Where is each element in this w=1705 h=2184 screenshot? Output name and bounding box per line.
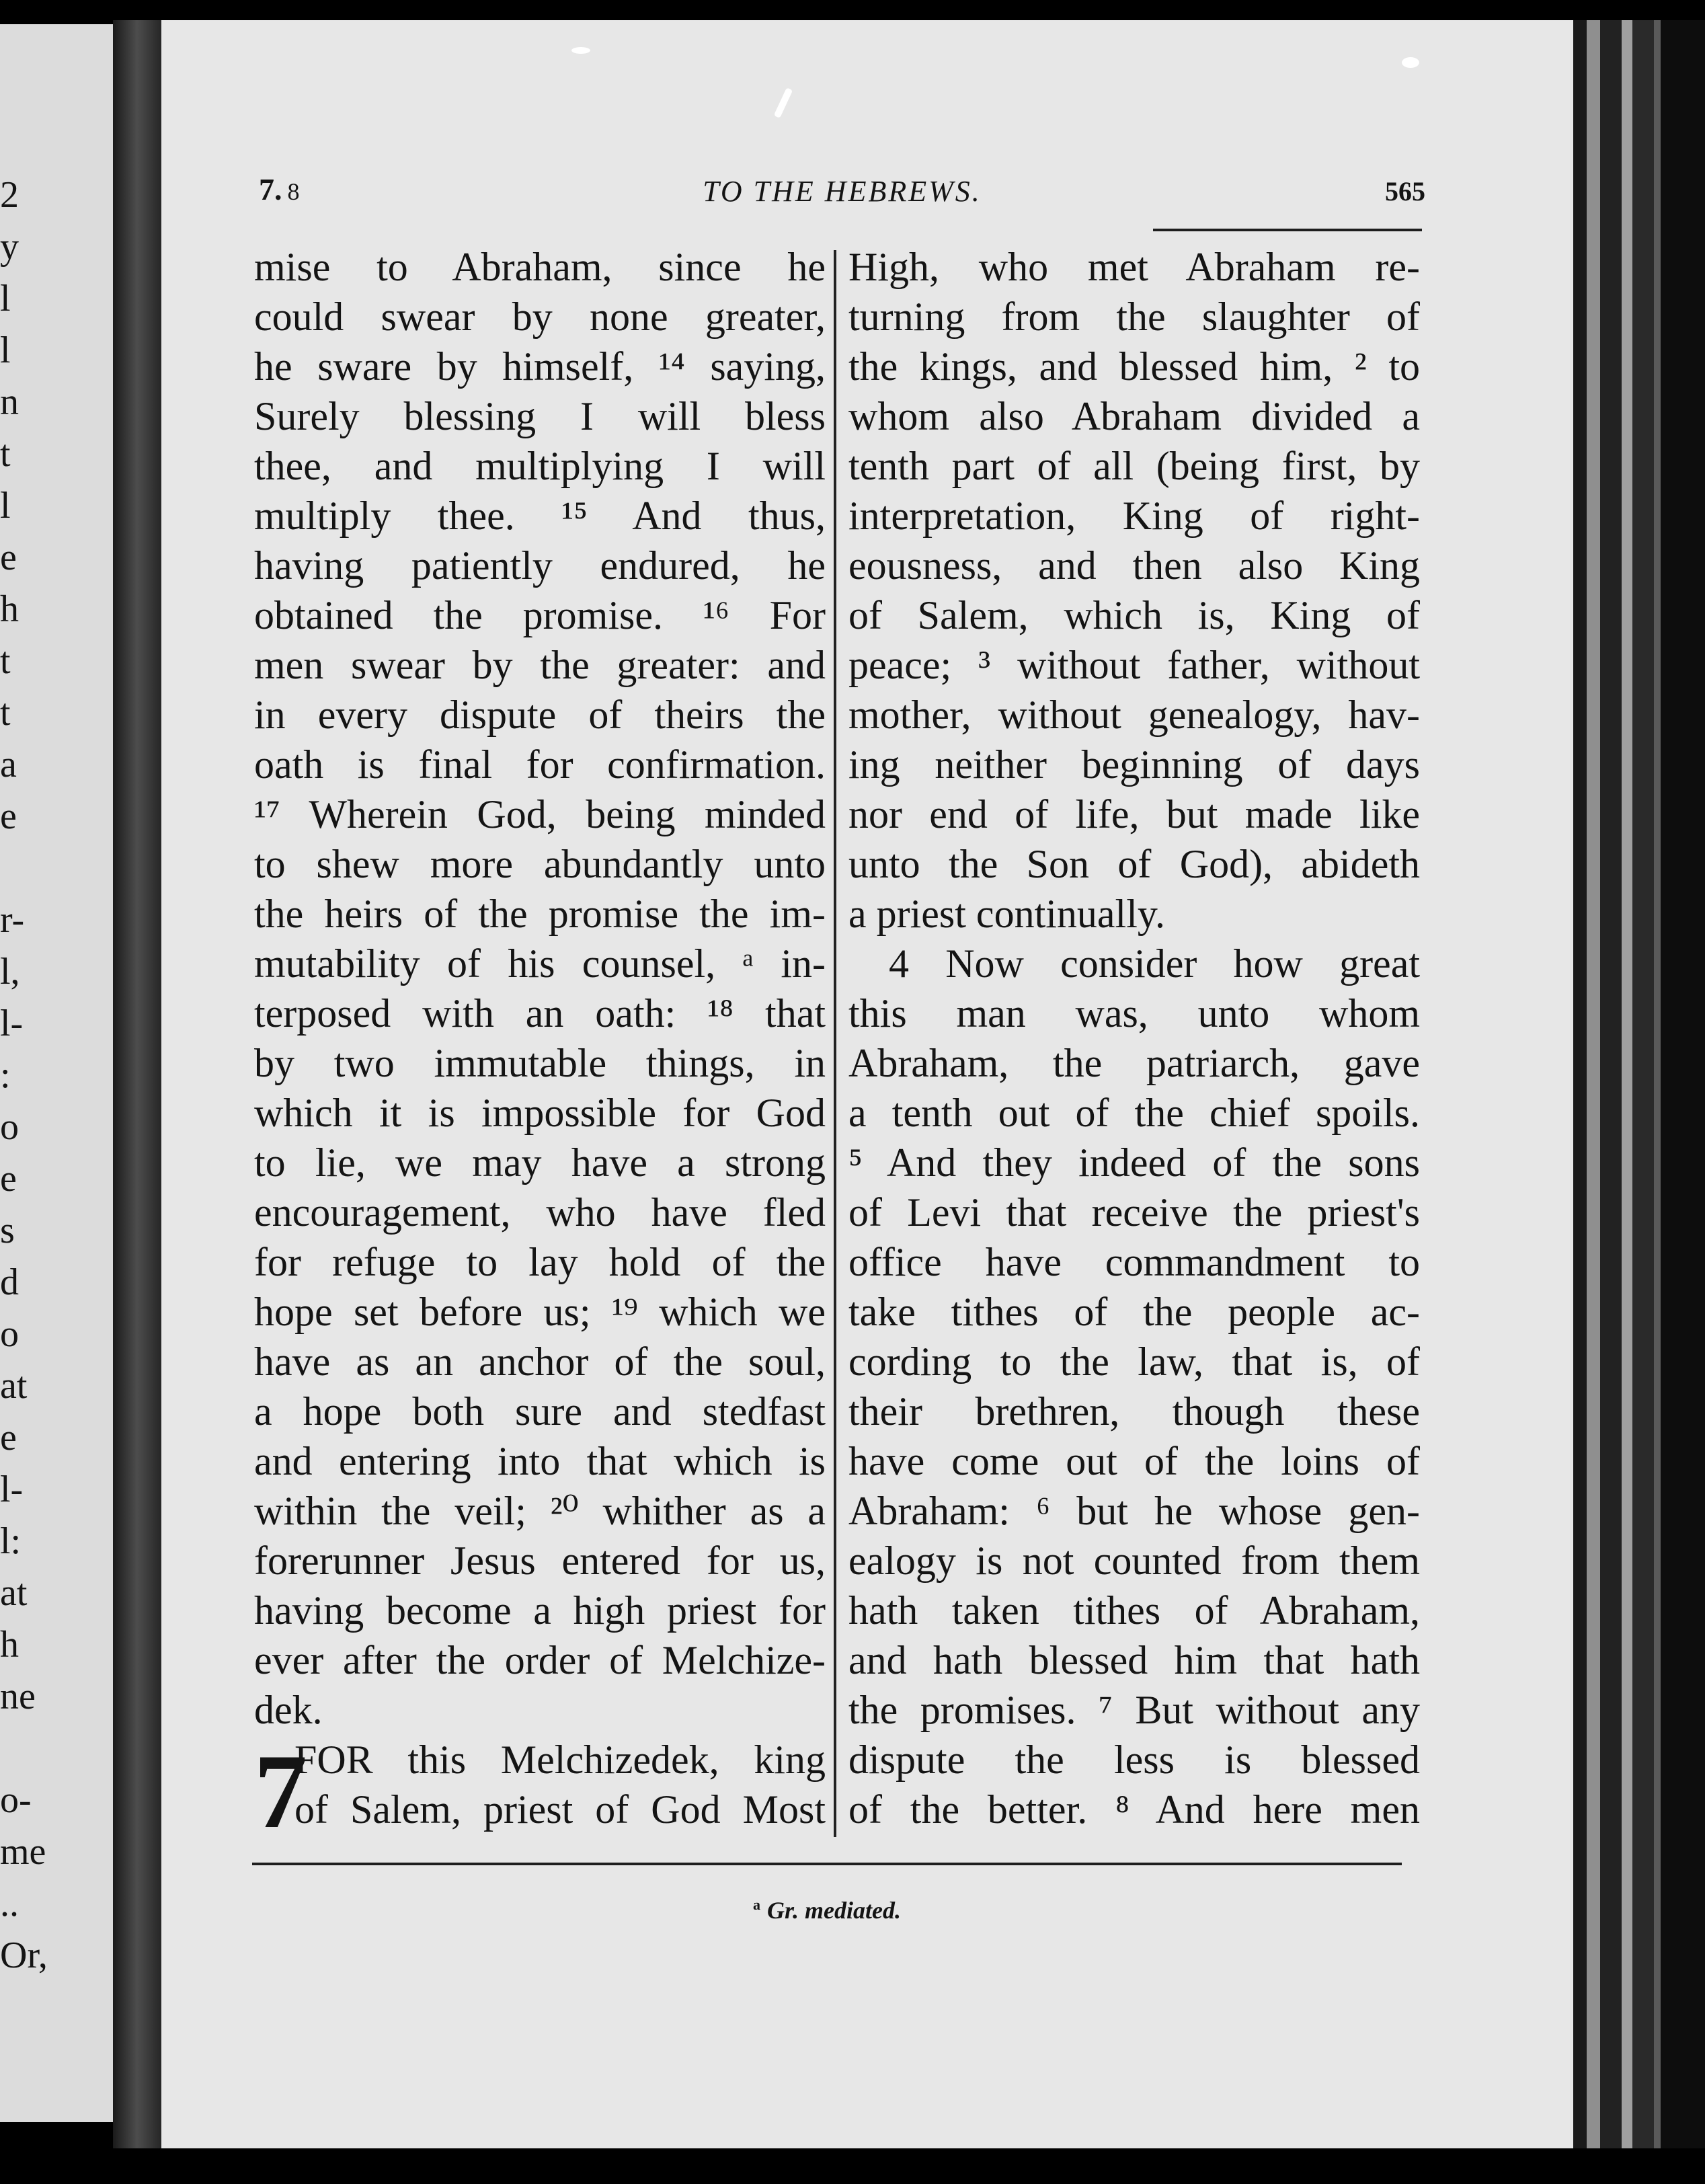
previous-page-fragment: e [0,537,17,578]
text-line: obtained the promise. ¹⁶ For [254,593,826,637]
chapter-opening-line: FOR this Melchizedek, king [294,1738,826,1782]
page-number: 565 [1385,176,1425,206]
text-line: of Salem, which is, King of [848,593,1420,637]
text-line: unto the Son of God), abideth [848,842,1420,886]
previous-page-fragment: .. [0,1883,19,1924]
footnote-text: Gr. mediated. [767,1897,901,1924]
text-line: and entering into that which is [254,1439,826,1483]
text-line: take tithes of the people ac- [848,1290,1420,1334]
text-line: the kings, and blessed him, ² to [848,344,1420,389]
text-line: by two immutable things, in [254,1041,826,1085]
previous-page-fragment: r- [0,899,25,941]
previous-page-fragment: l [0,278,11,319]
previous-page-fragment: l [0,329,11,371]
previous-page-fragment: h [0,588,19,630]
text-line: Abraham: ⁶ but he whose gen- [848,1489,1420,1533]
text-line: eousness, and then also King [848,543,1420,588]
text-line: he sware by himself, ¹⁴ saying, [254,344,826,389]
text-line: of the better. ⁸ And here men [848,1787,1420,1832]
text-line: turning from the slaughter of [848,295,1420,339]
text-line: the heirs of the promise the im- [254,892,826,936]
previous-page-fragment: l [0,485,11,526]
text-line: dek. [254,1688,323,1732]
text-line: having become a high priest for [254,1588,826,1633]
scan-border-top [0,0,1705,20]
previous-page-fragment: o [0,1106,19,1148]
text-line: their brethren, though these [848,1389,1420,1434]
previous-page-fragment: at [0,1365,28,1407]
text-line: hope set before us; ¹⁹ which we [254,1290,826,1334]
text-line: of Levi that receive the priest's [848,1190,1420,1235]
text-line: a hope both sure and stedfast [254,1389,826,1434]
text-line: ealogy is not counted from them [848,1538,1420,1583]
chapter-opening-line: of Salem, priest of God Most [294,1787,826,1832]
text-line: oath is final for confirmation. [254,742,826,787]
text-line: interpretation, King of right- [848,494,1420,538]
previous-page-fragment: e [0,1158,17,1200]
previous-page-fragment: 2 [0,174,19,216]
text-line: a tenth out of the chief spoils. [848,1091,1420,1135]
previous-page-fragment: y [0,226,19,268]
text-line: which it is impossible for God [254,1091,826,1135]
text-line: whom also Abraham divided a [848,394,1420,438]
text-line: tenth part of all (being first, by [848,444,1420,488]
text-line: in every dispute of theirs the [254,693,826,737]
text-line: men swear by the greater: and [254,643,826,687]
header-rule [1153,229,1422,231]
previous-page-fragment: a [0,744,17,785]
text-line: Abraham, the patriarch, gave [848,1041,1420,1085]
scan-border-bottom [0,2148,1705,2184]
previous-page-fragment: : [0,1054,11,1096]
previous-page-fragment: t [0,433,11,475]
running-title: TO THE HEBREWS. [703,175,982,208]
text-line: ing neither beginning of days [848,742,1420,787]
text-line: could swear by none greater, [254,295,826,339]
previous-page-fragment: l, [0,951,20,992]
text-line: nor end of life, but made like [848,792,1420,836]
text-line: dispute the less is blessed [848,1738,1420,1782]
text-line: for refuge to lay hold of the [254,1240,826,1284]
previous-page-fragment: t [0,692,11,734]
previous-page-fragment: t [0,640,11,682]
previous-page-fragment: Or, [0,1935,48,1976]
text-line: hath taken tithes of Abraham, [848,1588,1420,1633]
previous-page-fragment: n [0,381,19,423]
text-line: multiply thee. ¹⁵ And thus, [254,494,826,538]
previous-page-edge [0,24,113,2122]
text-line: have as an anchor of the soul, [254,1339,826,1384]
chapter-dropcap: 7 [254,1733,307,1850]
footnote [252,1896,1402,1924]
text-line: mutability of his counsel, ᵃ in- [254,941,826,986]
previous-page-fragment: e [0,1417,17,1458]
scan-speck [571,47,590,54]
book-gutter [113,20,161,2148]
previous-page-fragment: h [0,1624,19,1666]
column-divider [834,250,836,1837]
text-line: and hath blessed him that hath [848,1638,1420,1682]
previous-page-fragment: l- [0,1469,24,1510]
page-edges-strip [1573,20,1705,2148]
text-line: mise to Abraham, since he [254,245,826,289]
previous-page-fragment: e [0,795,17,837]
text-line: forerunner Jesus entered for us, [254,1538,826,1583]
text-line: ever after the order of Melchize- [254,1638,826,1682]
text-line: mother, without genealogy, hav- [848,693,1420,737]
text-line: to shew more abundantly unto [254,842,826,886]
text-line: to lie, we may have a strong [254,1140,826,1185]
text-line: ¹⁷ Wherein God, being minded [254,792,826,836]
text-line: peace; ³ without father, without [848,643,1420,687]
text-line: within the veil; ²⁰ whither as a [254,1489,826,1533]
text-line: thee, and multiplying I will [254,444,826,488]
scan-speck [1402,57,1419,68]
footnote-mark: a [753,1896,760,1913]
text-line: encouragement, who have fled [254,1190,826,1235]
text-line: ⁵ And they indeed of the sons [848,1140,1420,1185]
previous-page-fragment: l: [0,1520,22,1562]
text-line: 4 Now consider how great [889,941,1420,986]
text-line: having patiently endured, he [254,543,826,588]
text-line: Surely blessing I will bless [254,394,826,438]
page-header [259,171,1425,219]
previous-page-fragment: s [0,1210,15,1251]
previous-page-fragment: o [0,1313,19,1355]
verse-number: 8 [287,178,300,205]
previous-page-fragment: ne [0,1676,36,1717]
previous-page-fragment: o- [0,1779,32,1821]
text-line: terposed with an oath: ¹⁸ that [254,991,826,1036]
footnote-rule [252,1863,1402,1865]
previous-page-fragment: l- [0,1003,24,1044]
text-line: have come out of the loins of [848,1439,1420,1483]
text-line: a priest continually. [848,892,1165,936]
previous-page-fragment: d [0,1261,19,1303]
text-line: office have commandment to [848,1240,1420,1284]
text-line: High, who met Abraham re- [848,245,1420,289]
text-line: cording to the law, that is, of [848,1339,1420,1384]
previous-page-fragment: me [0,1831,46,1873]
text-line: this man was, unto whom [848,991,1420,1036]
chapter-number: 7. [259,172,282,206]
text-line: the promises. ⁷ But without any [848,1688,1420,1732]
previous-page-fragment: at [0,1572,28,1614]
